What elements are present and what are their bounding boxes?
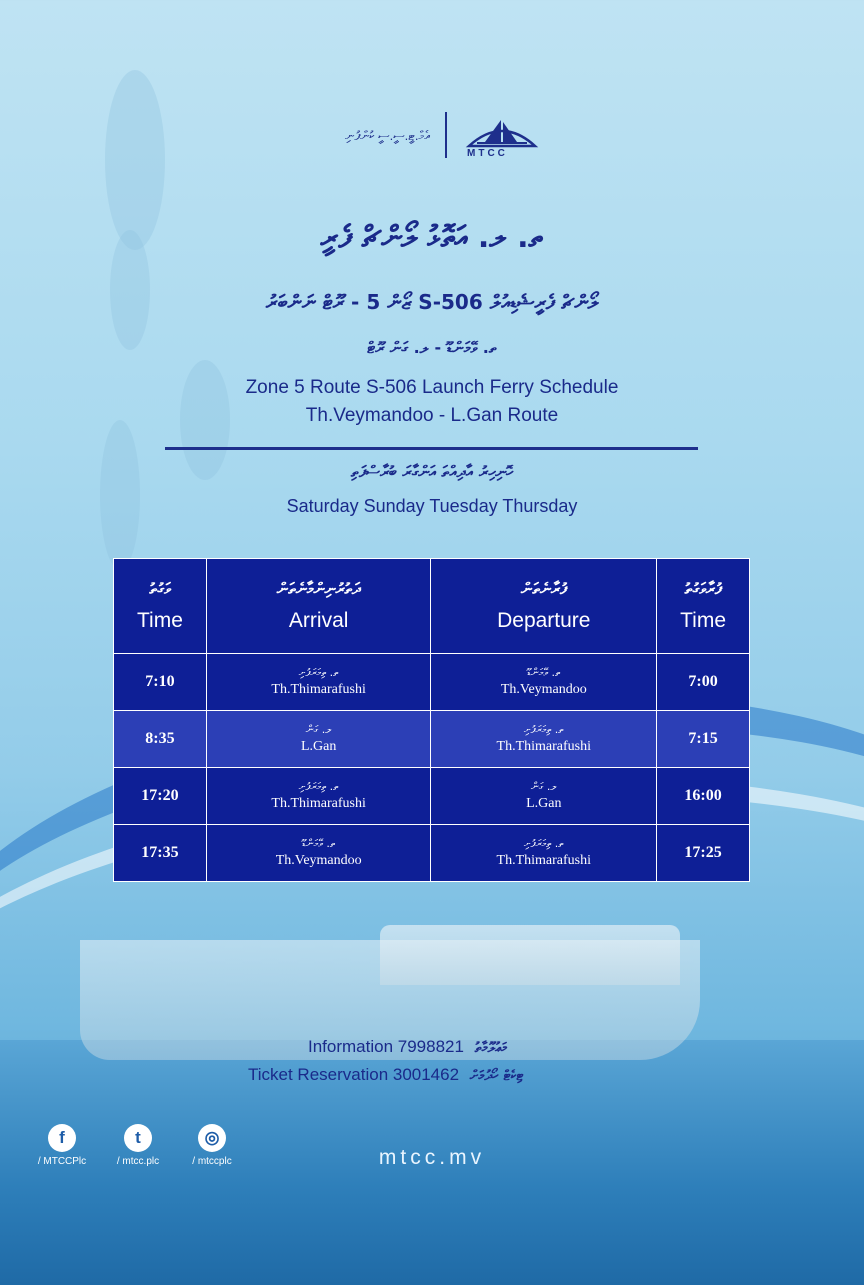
header-label: Time xyxy=(680,609,726,632)
schedule-table xyxy=(113,558,750,882)
header-arrival xyxy=(206,559,431,654)
reservation-text: Ticket Reservation 3001462 xyxy=(248,1065,460,1084)
place-dhivehi: ތ. ވޭމަންޑޫ xyxy=(527,666,561,679)
header-label: Time xyxy=(136,609,183,632)
arrival-place-cell xyxy=(206,711,431,768)
subtitle-dhivehi: ޒޯން 5 - ރޫޓް ނަންބަރު S-506 ލޯންޗް ފެރީޝެޑިއުލް xyxy=(265,290,599,314)
header-label: Arrival xyxy=(288,609,349,632)
place-english: Th.Thimarafushi xyxy=(271,682,366,697)
mtcc-logo-icon xyxy=(465,112,539,150)
place-dhivehi: ތ. ވޭމަންޑޫ xyxy=(301,837,336,850)
information-text: Information 7998821 xyxy=(308,1037,464,1056)
place-dhivehi: ތ. ތިމަރަފުށި xyxy=(523,837,564,850)
table-row xyxy=(114,654,750,711)
place-english: L.Gan xyxy=(526,796,562,811)
departure-time-cell: 7:15 xyxy=(657,711,750,768)
twitter-handle: / mtcc.plc xyxy=(116,1156,160,1167)
arrival-time-cell: 17:20 xyxy=(114,768,207,825)
departure-place-cell xyxy=(431,654,657,711)
website-link[interactable]: mtcc.mv xyxy=(378,1146,486,1169)
place-dhivehi: ތ. ތިމަރަފުށި xyxy=(298,666,339,679)
departure-place-cell xyxy=(431,825,657,882)
header-label-dhivehi: ފުރާވަގުތު xyxy=(684,579,722,598)
departure-place-cell xyxy=(431,768,657,825)
facebook-handle: / MTCCPlc xyxy=(37,1156,87,1167)
route-english: Th.Veymandoo - L.Gan Route xyxy=(305,405,559,426)
instagram-handle: / mtccplc xyxy=(192,1156,232,1167)
days-english: Saturday Sunday Tuesday Thursday xyxy=(286,496,578,516)
place-dhivehi: ތ. ތިމަރަފުށި xyxy=(298,780,339,793)
instagram-icon: ◎ xyxy=(198,1124,226,1152)
title-dhivehi: ތ. ލ. އަތޮޅު ލޯންޗް ފެރީ xyxy=(320,220,544,255)
days-dhivehi: ހޮނިހިރު އާދިއްތަ އަންގާރަ ބުރާސްފަތި xyxy=(350,462,514,481)
subtitle-english: Zone 5 Route S-506 Launch Ferry Schedule xyxy=(245,377,619,398)
divider-line xyxy=(165,447,698,450)
arrival-place-cell xyxy=(206,768,431,825)
facebook-icon: f xyxy=(48,1124,76,1152)
departure-time-cell: 7:00 xyxy=(657,654,750,711)
header-label: Departure xyxy=(497,609,591,632)
route-dhivehi: ތ. ވޭމަންޑޫ - ލ. ގަން ރޫޓް xyxy=(367,338,497,357)
arrival-time-cell: 8:35 xyxy=(114,711,207,768)
brand-name: MTCC xyxy=(467,148,508,159)
place-dhivehi: ލ. ގަން xyxy=(305,723,332,736)
place-english: L.Gan xyxy=(300,739,337,754)
information-dhivehi: މަޢުލޫމާތު xyxy=(474,1040,508,1056)
header-arrival-time xyxy=(114,559,207,654)
brand-dhivehi-name: އެމް.ޓީ.ސީ.ސީ ކުންފުނި xyxy=(345,128,430,143)
header-label-dhivehi: ވަގުތު xyxy=(149,579,171,598)
table-row xyxy=(114,711,750,768)
reservation-dhivehi: ޓިކެޓް ހޯދުމަށް xyxy=(469,1068,524,1084)
table-row xyxy=(114,768,750,825)
reservation-line xyxy=(248,1065,523,1085)
departure-place-cell xyxy=(431,711,657,768)
place-english: Th.Thimarafushi xyxy=(496,739,592,754)
table-header-row xyxy=(114,559,750,654)
departure-time-cell: 17:25 xyxy=(657,825,750,882)
place-dhivehi: ތ. ތިމަރަފުށި xyxy=(523,723,564,736)
arrival-place-cell xyxy=(206,825,431,882)
header-label-dhivehi: ދަތުރުނިންމާނެތަން xyxy=(276,579,361,598)
arrival-place-cell xyxy=(206,654,431,711)
place-english: Th.Veymandoo xyxy=(275,853,362,868)
information-line xyxy=(308,1037,507,1057)
arrival-time-cell: 17:35 xyxy=(114,825,207,882)
table-row xyxy=(114,825,750,882)
place-dhivehi: ލ. ގަން xyxy=(530,780,557,793)
twitter-icon: t xyxy=(124,1124,152,1152)
place-english: Th.Thimarafushi xyxy=(271,796,366,811)
departure-time-cell: 16:00 xyxy=(657,768,750,825)
place-english: Th.Thimarafushi xyxy=(496,853,592,868)
header-label-dhivehi: ފުރާނެތަން xyxy=(520,579,567,598)
header-departure xyxy=(431,559,657,654)
island-decoration xyxy=(100,420,140,570)
header-departure-time xyxy=(657,559,750,654)
arrival-time-cell: 7:10 xyxy=(114,654,207,711)
place-english: Th.Veymandoo xyxy=(500,682,587,697)
logo-divider xyxy=(445,112,447,158)
